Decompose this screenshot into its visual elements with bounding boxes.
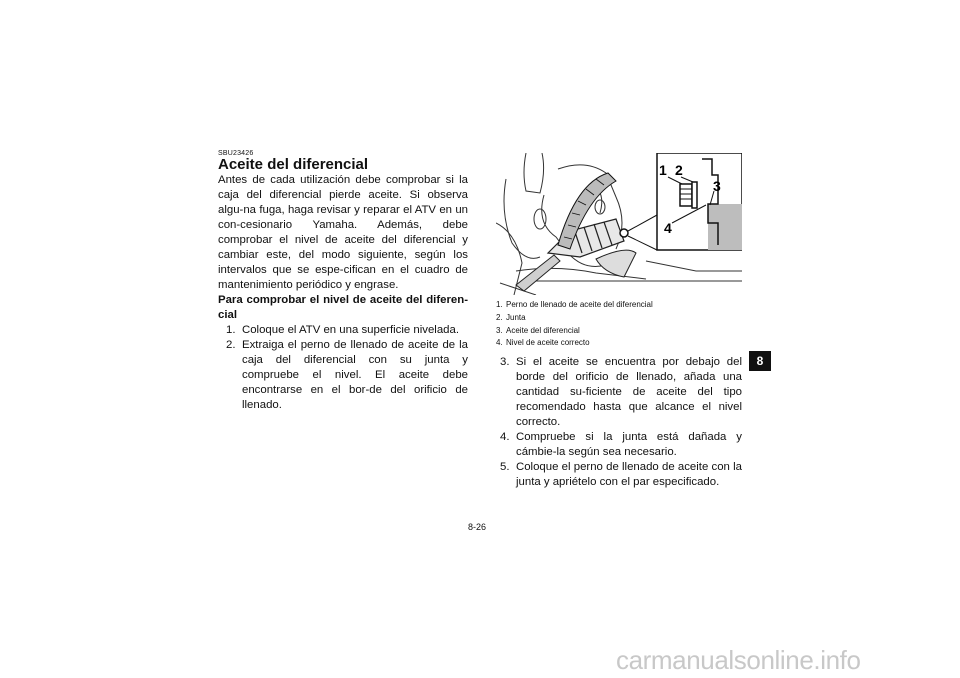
step-item	[492, 430, 742, 460]
procedure-subheading: Para comprobar el nivel de aceite del diferen-cial	[218, 294, 468, 321]
step-number: 4.	[500, 431, 510, 443]
step-item	[492, 355, 742, 430]
caption-number: 2.	[496, 312, 503, 322]
caption-item	[496, 337, 746, 350]
intro-paragraph: Antes de cada utilización debe comprobar si la caja del diferencial pierde aceite. Si observa algu-na fuga, haga revisar y reparar el ATV en un con-cesionario Yamaha. Además, debe comprobar el nivel de aceite del diferencial y cambiar este, del modo siguiente, según los intervalos que se espe-cifican en el cuadro de mantenimiento periódico y engrase.	[218, 174, 468, 291]
fill-bolt-marker	[620, 229, 628, 237]
step-item	[492, 460, 742, 490]
chapter-tab: 8	[749, 351, 771, 371]
caption-text: Aceite del diferencial	[506, 325, 580, 335]
step-text: Extraiga el perno de llenado de aceite de la caja del diferencial con su junta y compruebe el nivel. El aceite debe encontrarse en el bor-de del orificio de llenado.	[242, 339, 468, 411]
step-item	[218, 323, 468, 338]
step-text: Si el aceite se encuentra por debajo del borde del orificio de llenado, añada una cantidad su-ficiente de aceite del tipo recomendado hasta que alcance el nivel correcto.	[516, 356, 742, 428]
caption-number: 3.	[496, 325, 503, 335]
step-number: 5.	[500, 461, 510, 473]
step-text: Coloque el ATV en una superficie nivelada.	[242, 324, 459, 336]
steps-right-list	[492, 355, 742, 490]
caption-text: Nivel de aceite correcto	[506, 338, 590, 348]
step-text: Coloque el perno de llenado de aceite con la junta y apriételo con el par especificado.	[516, 461, 742, 488]
step-number: 3.	[500, 356, 510, 368]
page-number: 8-26	[468, 522, 487, 532]
steps-left-list	[218, 323, 468, 413]
step-number: 2.	[226, 339, 236, 351]
figure-label-1: 1	[659, 162, 667, 178]
section-title: Aceite del diferencial	[218, 156, 369, 173]
caption-item	[496, 299, 746, 312]
figure-label-2: 2	[675, 162, 683, 178]
step-number: 1.	[226, 324, 236, 336]
caption-text: Junta	[506, 312, 526, 322]
figure-captions	[496, 299, 746, 350]
caption-item	[496, 325, 746, 338]
watermark-text: carmanualsonline.info	[616, 645, 861, 675]
fill-bolt	[680, 184, 692, 206]
figure-label-3: 3	[713, 178, 721, 194]
caption-item	[496, 312, 746, 325]
caption-number: 4.	[496, 338, 503, 348]
step-text: Compruebe si la junta está dañada y cámbie-la según sea necesario.	[516, 431, 742, 458]
step-item	[218, 338, 468, 413]
caption-number: 1.	[496, 300, 503, 309]
caption-text: Perno de llenado de aceite del diferencial	[506, 300, 653, 309]
gasket	[692, 182, 697, 208]
oil-level-fill	[708, 204, 742, 250]
figure-label-4: 4	[664, 220, 672, 236]
differential-figure	[496, 153, 742, 295]
section-code: SBU23426	[218, 150, 254, 157]
differential-photo-illustration	[496, 153, 742, 295]
